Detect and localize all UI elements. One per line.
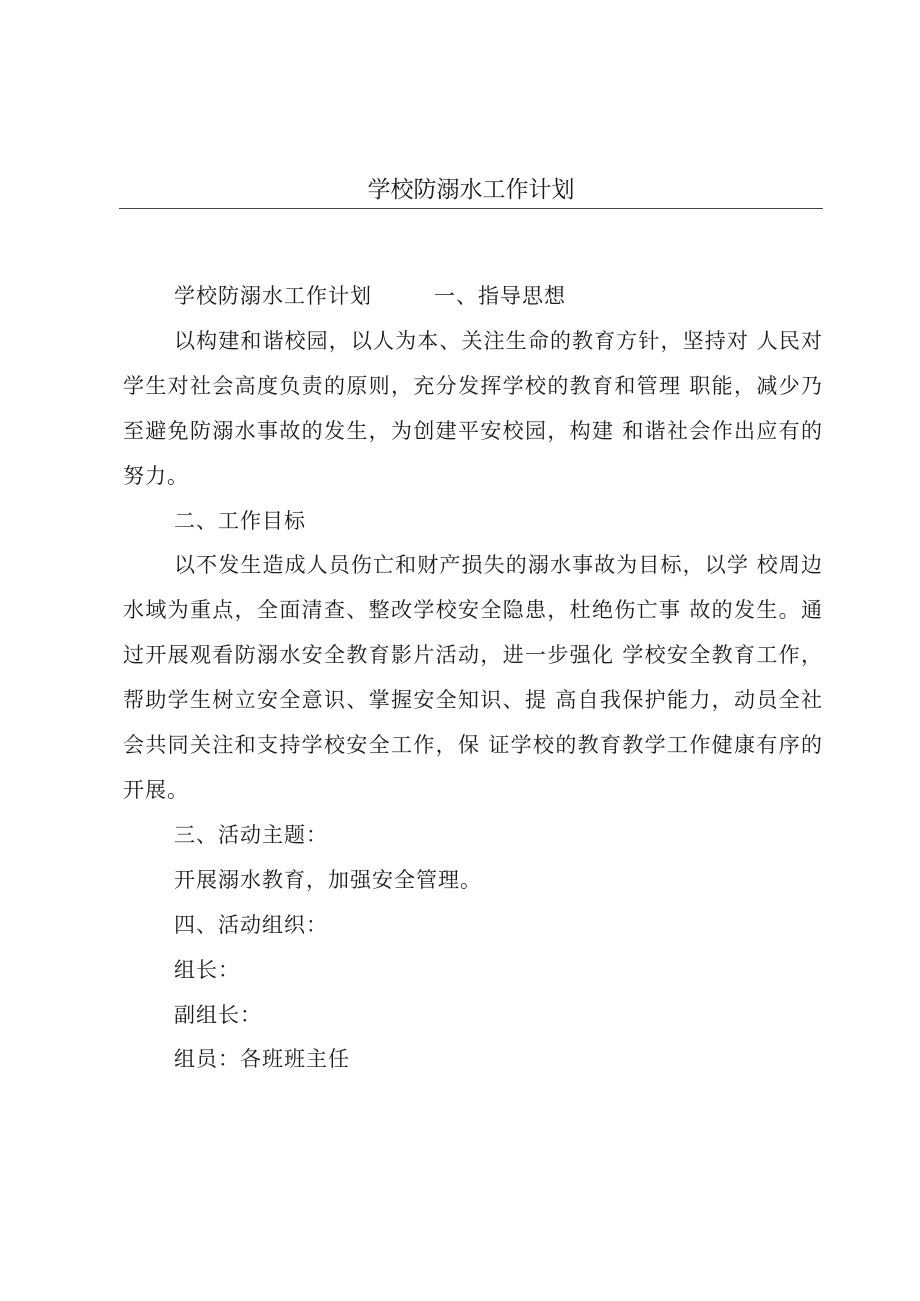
section1-paragraph: 以构建和谐校园，以人为本、关注生命的教育方针，坚持对 人民对学生对社会高度负责的原则，充分发挥学校的教育和管理 职能，减少乃至避免防溺水事故的发生，为创建平安校园，构建 和谐社会作出应有的努力。 — [123, 328, 823, 488]
section2-heading: 二、工作目标 — [174, 508, 306, 533]
section2-paragraph: 以不发生造成人员伤亡和财产损失的溺水事故为目标，以学 校周边水域为重点，全面清查、整改学校安全隐患，杜绝伤亡事 故的发生。通过开展观看防溺水安全教育影片活动，进一步强化 学校安全教育工作，帮助学生树立安全意识、掌握安全知识、提 高自我保护能力，动员全社会共同关注和支持学校安全工作，保 证学校的教育教学工作健康有序的开展。 — [123, 553, 823, 802]
document-header — [119, 172, 823, 209]
section1-heading: 一、指导思想 — [434, 284, 566, 308]
leader-line: 组长： — [174, 957, 240, 982]
section4-heading: 四、活动组织： — [174, 912, 328, 937]
intro-title: 学校防溺水工作计划 — [174, 284, 372, 308]
section3-paragraph: 开展溺水教育，加强安全管理。 — [174, 867, 482, 892]
deputy-leader-line: 副组长： — [174, 1002, 262, 1027]
section3-heading: 三、活动主题： — [174, 822, 328, 847]
document-body — [123, 274, 823, 1082]
document-title: 学校防溺水工作计划 — [367, 177, 575, 203]
members-line: 组员：各班班主任 — [174, 1047, 350, 1072]
intro-line — [123, 274, 823, 319]
